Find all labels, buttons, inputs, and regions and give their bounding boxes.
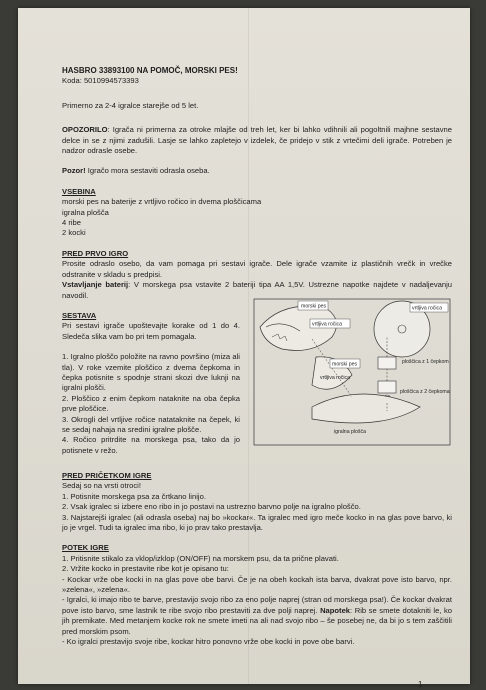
assembly-section	[62, 303, 452, 461]
product-code: Koda: 5010994573393	[62, 76, 139, 86]
game-line: - Kockar vrže obe kocki in na glas pove obe barvi. Če je na obeh kockah ista barva, dvakrat pove isto barvo, npr. »zelena«, »zelena«.	[62, 574, 452, 594]
before-start-line: 2. Vsak igralec si izbere eno ribo in jo postavi na ustrezno barvno polje na igralno ploščo.	[62, 502, 361, 512]
game-line-text: - Igralci, ki imajo ribo te barve, prestavijo svojo ribo za eno polje naprej (stran od morskega psa!). Če kockar dvakrat pove isto barvo, sme lastnik te ribe svojo ribo prestaviti za dve polji naprej.	[62, 595, 452, 615]
contents-item: morski pes na baterije z vrtljivo ročico in dvema ploščicama	[62, 197, 262, 207]
before-first-game-heading: PRED PRVO IGRO	[62, 248, 129, 258]
before-start-heading: PRED PRIČETKOM IGRE	[62, 470, 152, 480]
contents-item: 2 kocki	[62, 228, 86, 238]
game-heading: POTEK IGRE	[62, 543, 109, 553]
contents-item: 4 ribe	[62, 218, 81, 228]
warning-paragraph	[62, 125, 452, 156]
assembly-intro: Pri sestavi igrače upoštevajte korake od 1 do 4. Sledeča slika vam bo pri tem pomagala.	[62, 321, 240, 341]
warning-label: OPOZORILO	[62, 125, 108, 135]
before-first-game-text: Prosite odraslo osebo, da vam pomaga pri sestavi igrače. Dele igrače vzamite iz plastičnih vrečk in vrečke odstranite v skladu s predpisi.	[62, 259, 452, 279]
before-start-line: Sedaj so na vrsti otroci!	[62, 481, 141, 491]
figure-label-handle-mid: vrtljiva ročica	[320, 374, 350, 381]
before-start-line: 3. Najstarejši igralec (ali odrasla oseba) naj bo »kockar«. Ta igralec med igro meče kocko in na glas pove barvo, ki jo je vrgel. Tudi ta igralec ima ribo, ki jo prav tako prestavlja.	[62, 512, 452, 532]
caution-paragraph	[62, 166, 452, 176]
assembly-step: 3. Okrogli del vrtljive ročice natataknite na čepek, ki se sedaj nahaja na sredini igralne plošče.	[62, 414, 240, 434]
page-number: 1	[418, 680, 423, 689]
assembly-step: 1. Igralno ploščo položite na ravno površino (miza ali tla). V roke vzemite ploščico z dvema čepkoma in čepka potisnite s spodnje strani skozi dve luknji na igralni plošči.	[62, 352, 240, 393]
figure-label-shark-top: morski pes	[301, 303, 327, 310]
warning-text: : Igrača ni primerna za otroke mlajše od treh let, ker bi lahko vdihnili ali pogoltnili majhne sestavne delce in se z njimi zadušili. Lasje se lahko zapletejo v izdelek, če pridejo v stik z vrtečimi deli igrače. Potreben je nadzor odrasle osebe.	[62, 125, 452, 156]
contents-heading: VSEBINA	[62, 186, 96, 196]
figure-label-board: igralna plošča	[334, 428, 367, 435]
before-start-line: 1. Potisnite morskega psa za črtkano linijo.	[62, 491, 206, 501]
caution-text: Igračo mora sestaviti odrasla oseba.	[85, 166, 210, 176]
battery-label: Vstavljanje baterij	[62, 280, 129, 290]
assembly-diagram-svg	[252, 297, 452, 447]
age-recommendation: Primerno za 2-4 igralce starejše od 5 let.	[62, 100, 199, 110]
tip-label: Napotek	[320, 605, 351, 615]
board-shape	[312, 394, 420, 423]
instruction-sheet	[18, 8, 470, 689]
game-line: 1. Pritisnite stikalo za vklop/izklop (ON/OFF) na morskem psu, da ta prične plavati.	[62, 553, 339, 563]
tip-text: : Rib se smete dotakniti le, ko jih premikate. Med metanjem kocke rok ne smete imeti na ali nad svojo ribo – še posebej ne, da bi jo s tem zaščitili pred morskim psom.	[62, 605, 453, 636]
caution-label: Pozor!	[62, 166, 86, 176]
plate-two-shape	[378, 381, 396, 393]
document-content	[62, 66, 452, 647]
assembly-step: 2. Ploščico z enim čepkom nataknite na oba čepka prve ploščice.	[62, 393, 240, 414]
battery-text: : V morskega psa vstavite 2 bateriji tipa AA 1,5V. Ustrezne napotke najdete v nadaljevanju navodil.	[62, 280, 452, 300]
assembly-step: 4. Ročico pritrdite na morskega psa, tako da jo potisnete v režo.	[62, 435, 240, 455]
figure-label-shark-mid: morski pes	[332, 361, 358, 368]
document-title: HASBRO 33893100 NA POMOČ, MORSKI PES!	[62, 66, 238, 75]
game-line: 2. Vržite kocko in prestavite ribe kot je opisano tu:	[62, 564, 229, 574]
figure-label-handle-right: vrtljiva ročica	[412, 305, 442, 312]
plate-one-shape	[378, 357, 396, 369]
assembly-diagram	[252, 297, 452, 447]
figure-label-plate-two: ploščica z 2 čepkoma	[400, 388, 450, 395]
assembly-heading: SESTAVA	[62, 310, 97, 320]
game-line: - Ko igralci prestavijo svoje ribe, kockar hitro ponovno vrže obe kocki in pove obe barvi.	[62, 637, 355, 646]
figure-label-handle-top: vrtljiva ročica	[312, 321, 342, 328]
game-line	[62, 595, 452, 637]
figure-label-plate-one: ploščica z 1 čepkom	[402, 358, 449, 365]
contents-item: igralna plošča	[62, 207, 109, 217]
